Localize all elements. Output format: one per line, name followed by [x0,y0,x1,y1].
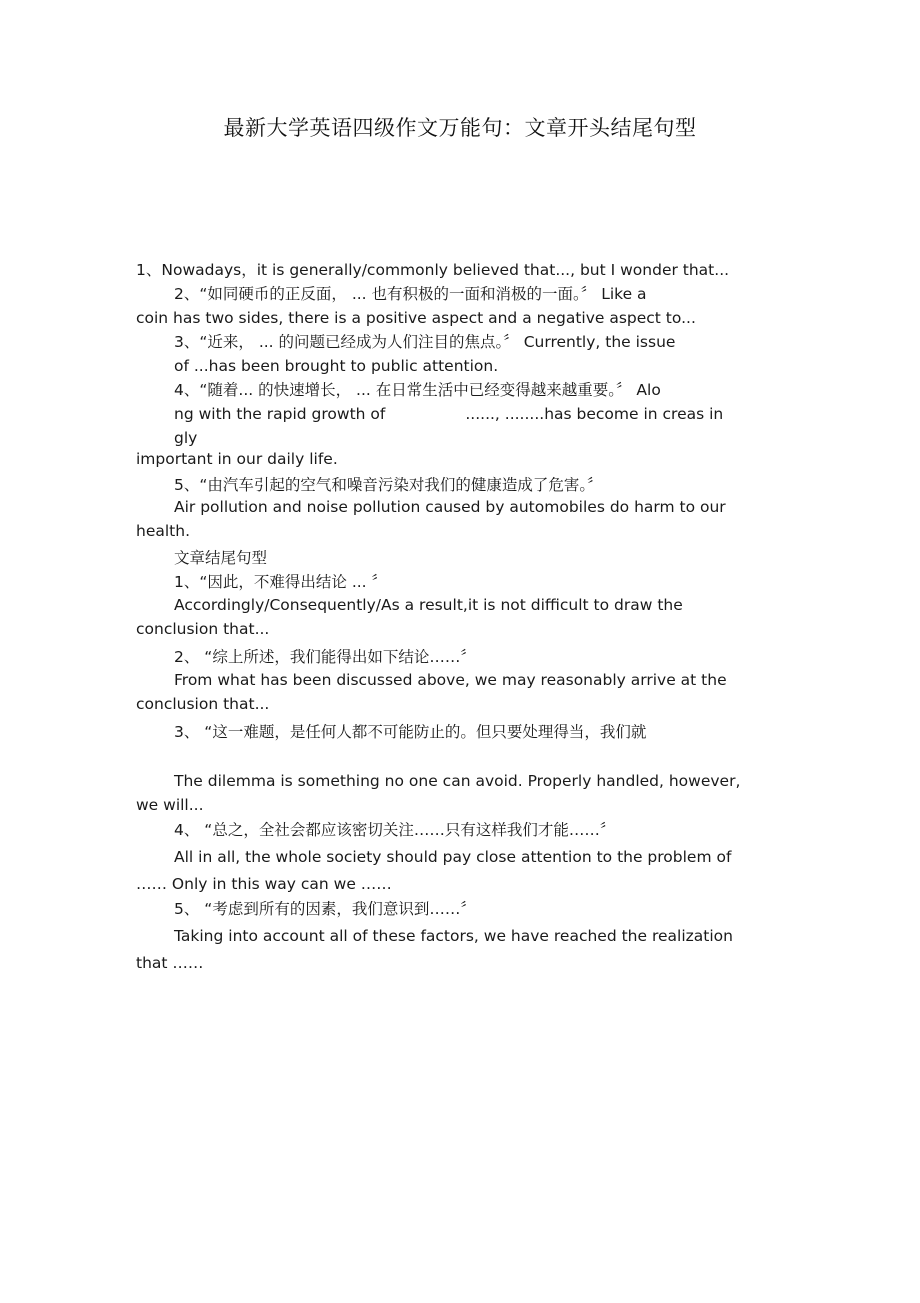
text-line: 1、“因此，不难得出结论 ... 〞 [174,573,388,591]
text-line: 3、“近来， ... 的问题已经成为人们注目的焦点。〞 Currently, the issue [174,333,676,351]
document-title: 最新大学英语四级作文万能句：文章开头结尾句型 [223,116,697,140]
text-line: of ...has been brought to public attention. [174,357,499,375]
text-line: 2、“如同硬币的正反面， ... 也有积极的一面和消极的一面。〞 Like a [174,285,647,303]
text-line: 2、 “综上所述，我们能得出如下结论……〞 [174,648,476,666]
text-line: we will... [136,796,204,814]
text-line: coin has two sides, there is a positive aspect and a negative aspect to... [136,309,696,327]
text-line: All in all, the whole society should pay close attention to the problem of [174,848,732,866]
text-line: conclusion that... [136,620,270,638]
text-line: 3、 “这一难题，是任何人都不可能防止的。但只要处理得当，我们就 [174,723,647,741]
text-line: gly [174,429,198,447]
text-line: Air pollution and noise pollution caused by automobiles do harm to our [174,498,726,516]
text-line: From what has been discussed above, we may reasonably arrive at the [174,671,727,689]
text-line: The dilemma is something no one can avoid. Properly handled, however, [174,772,741,790]
text-line [174,403,723,425]
text-line: important in our daily life. [136,450,338,468]
text-segment: ......, ........has become in creas in [465,405,724,423]
text-line: 5、 “考虑到所有的因素，我们意识到……〞 [174,900,476,918]
text-line: health. [136,522,190,540]
text-line: 1、Nowadays，it is generally/commonly believed that..., but I wonder that... [136,261,730,279]
text-line: 4、 “总之，全社会都应该密切关注……只有这样我们才能……〞 [174,821,616,839]
section-heading: 文章结尾句型 [174,549,268,567]
text-line: Accordingly/Consequently/As a result,it is not difficult to draw the [174,596,683,614]
text-line: Taking into account all of these factors, we have reached the realization [174,927,733,945]
text-line: that …… [136,954,204,972]
text-line: 4、“随着... 的快速增长， ... 在日常生活中已经变得越来越重要。〞 Alo [174,381,661,399]
text-line: conclusion that... [136,695,270,713]
text-segment: ng with the rapid growth of [174,405,386,423]
text-line: 5、“由汽车引起的空气和噪音污染对我们的健康造成了危害。〞 [174,476,603,494]
text-line: …… Only in this way can we …… [136,875,392,893]
